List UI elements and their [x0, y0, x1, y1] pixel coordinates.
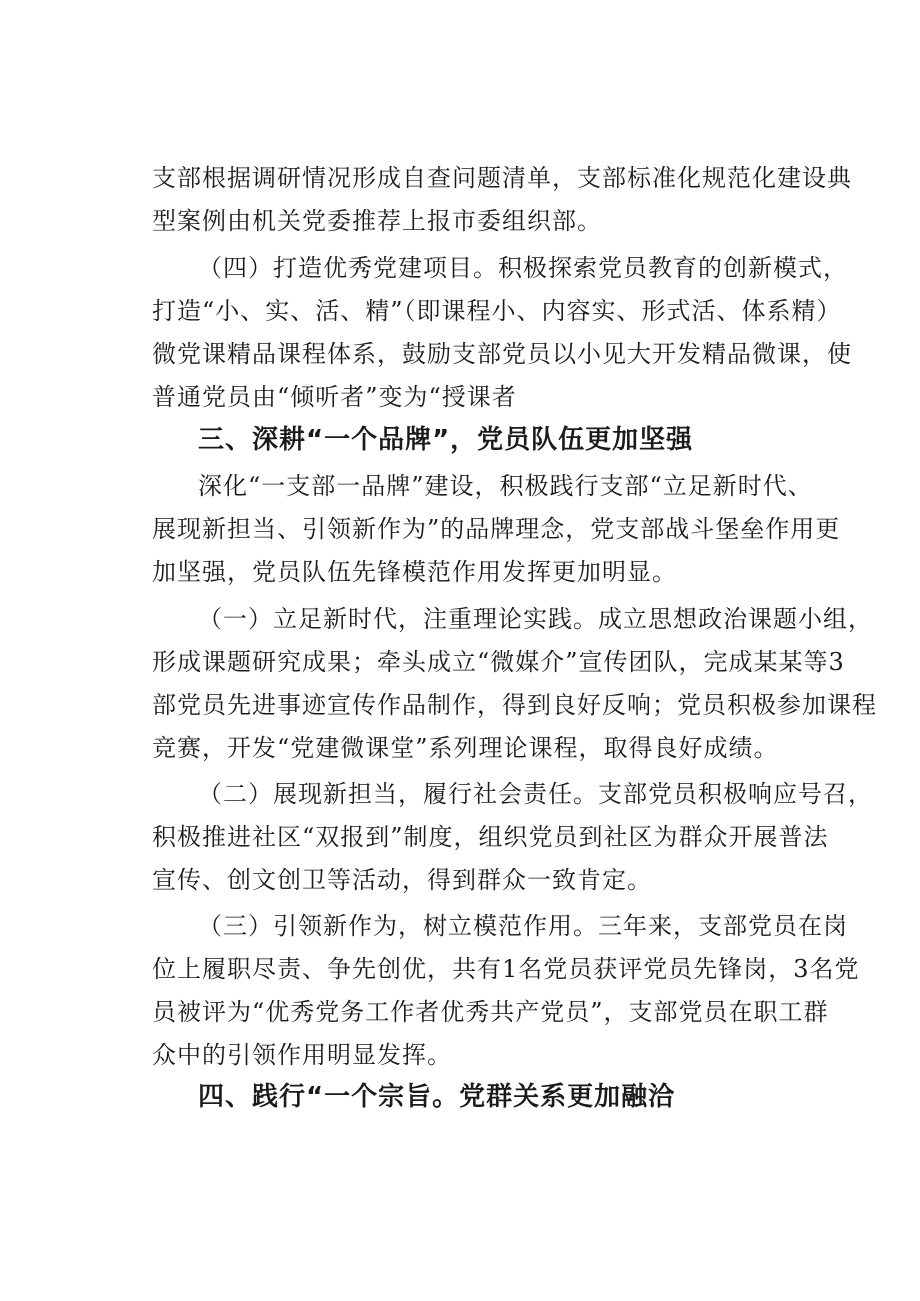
- paragraph-line: （一）立足新时代，注重理论实践。成立思想政治课题小组，: [198, 605, 873, 633]
- paragraph-line: 加坚强，党员队伍先锋模范作用发挥更加明显。: [152, 558, 677, 586]
- paragraph-line: 宣传、创文创卫等活动，得到群众一致肯定。: [152, 866, 652, 894]
- paragraph-line: 支部根据调研情况形成自查问题清单，支部标准化规范化建设典: [152, 164, 852, 192]
- paragraph-line: 部党员先进事迹宣传作品制作，得到良好反响；党员积极参加课程: [152, 691, 877, 719]
- paragraph-line: 型案例由机关党委推荐上报市委组织部。: [152, 207, 602, 235]
- paragraph-line: 众中的引领作用明显发挥。: [152, 1041, 452, 1069]
- paragraph-line: 打造“小、实、活、精”（即课程小、内容实、形式活、体系精）: [152, 297, 842, 325]
- paragraph-line: 竞赛，开发“党建微课堂”系列理论课程，取得良好成绩。: [152, 734, 779, 762]
- section-heading: 四、践行“一个宗旨。党群关系更加融洽: [198, 1082, 676, 1112]
- paragraph-line: 普通党员由“倾听者”变为“授课者: [152, 383, 517, 411]
- paragraph-line: 形成课题研究成果；牵头成立“微媒介”宣传团队，完成某某等3: [152, 648, 845, 676]
- paragraph-line: （二）展现新担当，履行社会责任。支部党员积极响应号召，: [198, 780, 873, 808]
- paragraph-line: 积极推进社区“双报到”制度，组织党员到社区为群众开展普法: [152, 823, 829, 851]
- paragraph-line: （四）打造优秀党建项目。积极探索党员教育的创新模式，: [198, 254, 848, 282]
- paragraph-line: 微党课精品课程体系，鼓励支部党员以小见大开发精品微课，使: [152, 340, 852, 368]
- paragraph-line: 位上履职尽责、争先创优，共有1名党员获评党员先锋岗，3名党: [152, 955, 860, 983]
- section-heading: 三、深耕“一个品牌”，党员队伍更加坚强: [198, 425, 694, 455]
- paragraph-line: （三）引领新作为，树立模范作用。三年来，支部党员在岗: [198, 912, 848, 940]
- paragraph-line: 深化“一支部一品牌”建设，积极践行支部“立足新时代、: [198, 472, 813, 500]
- paragraph-line: 展现新担当、引领新作为”的品牌理念，党支部战斗堡垒作用更: [152, 515, 841, 543]
- paragraph-line: 员被评为“优秀党务工作者优秀共产党员”，支部党员在职工群: [152, 998, 829, 1026]
